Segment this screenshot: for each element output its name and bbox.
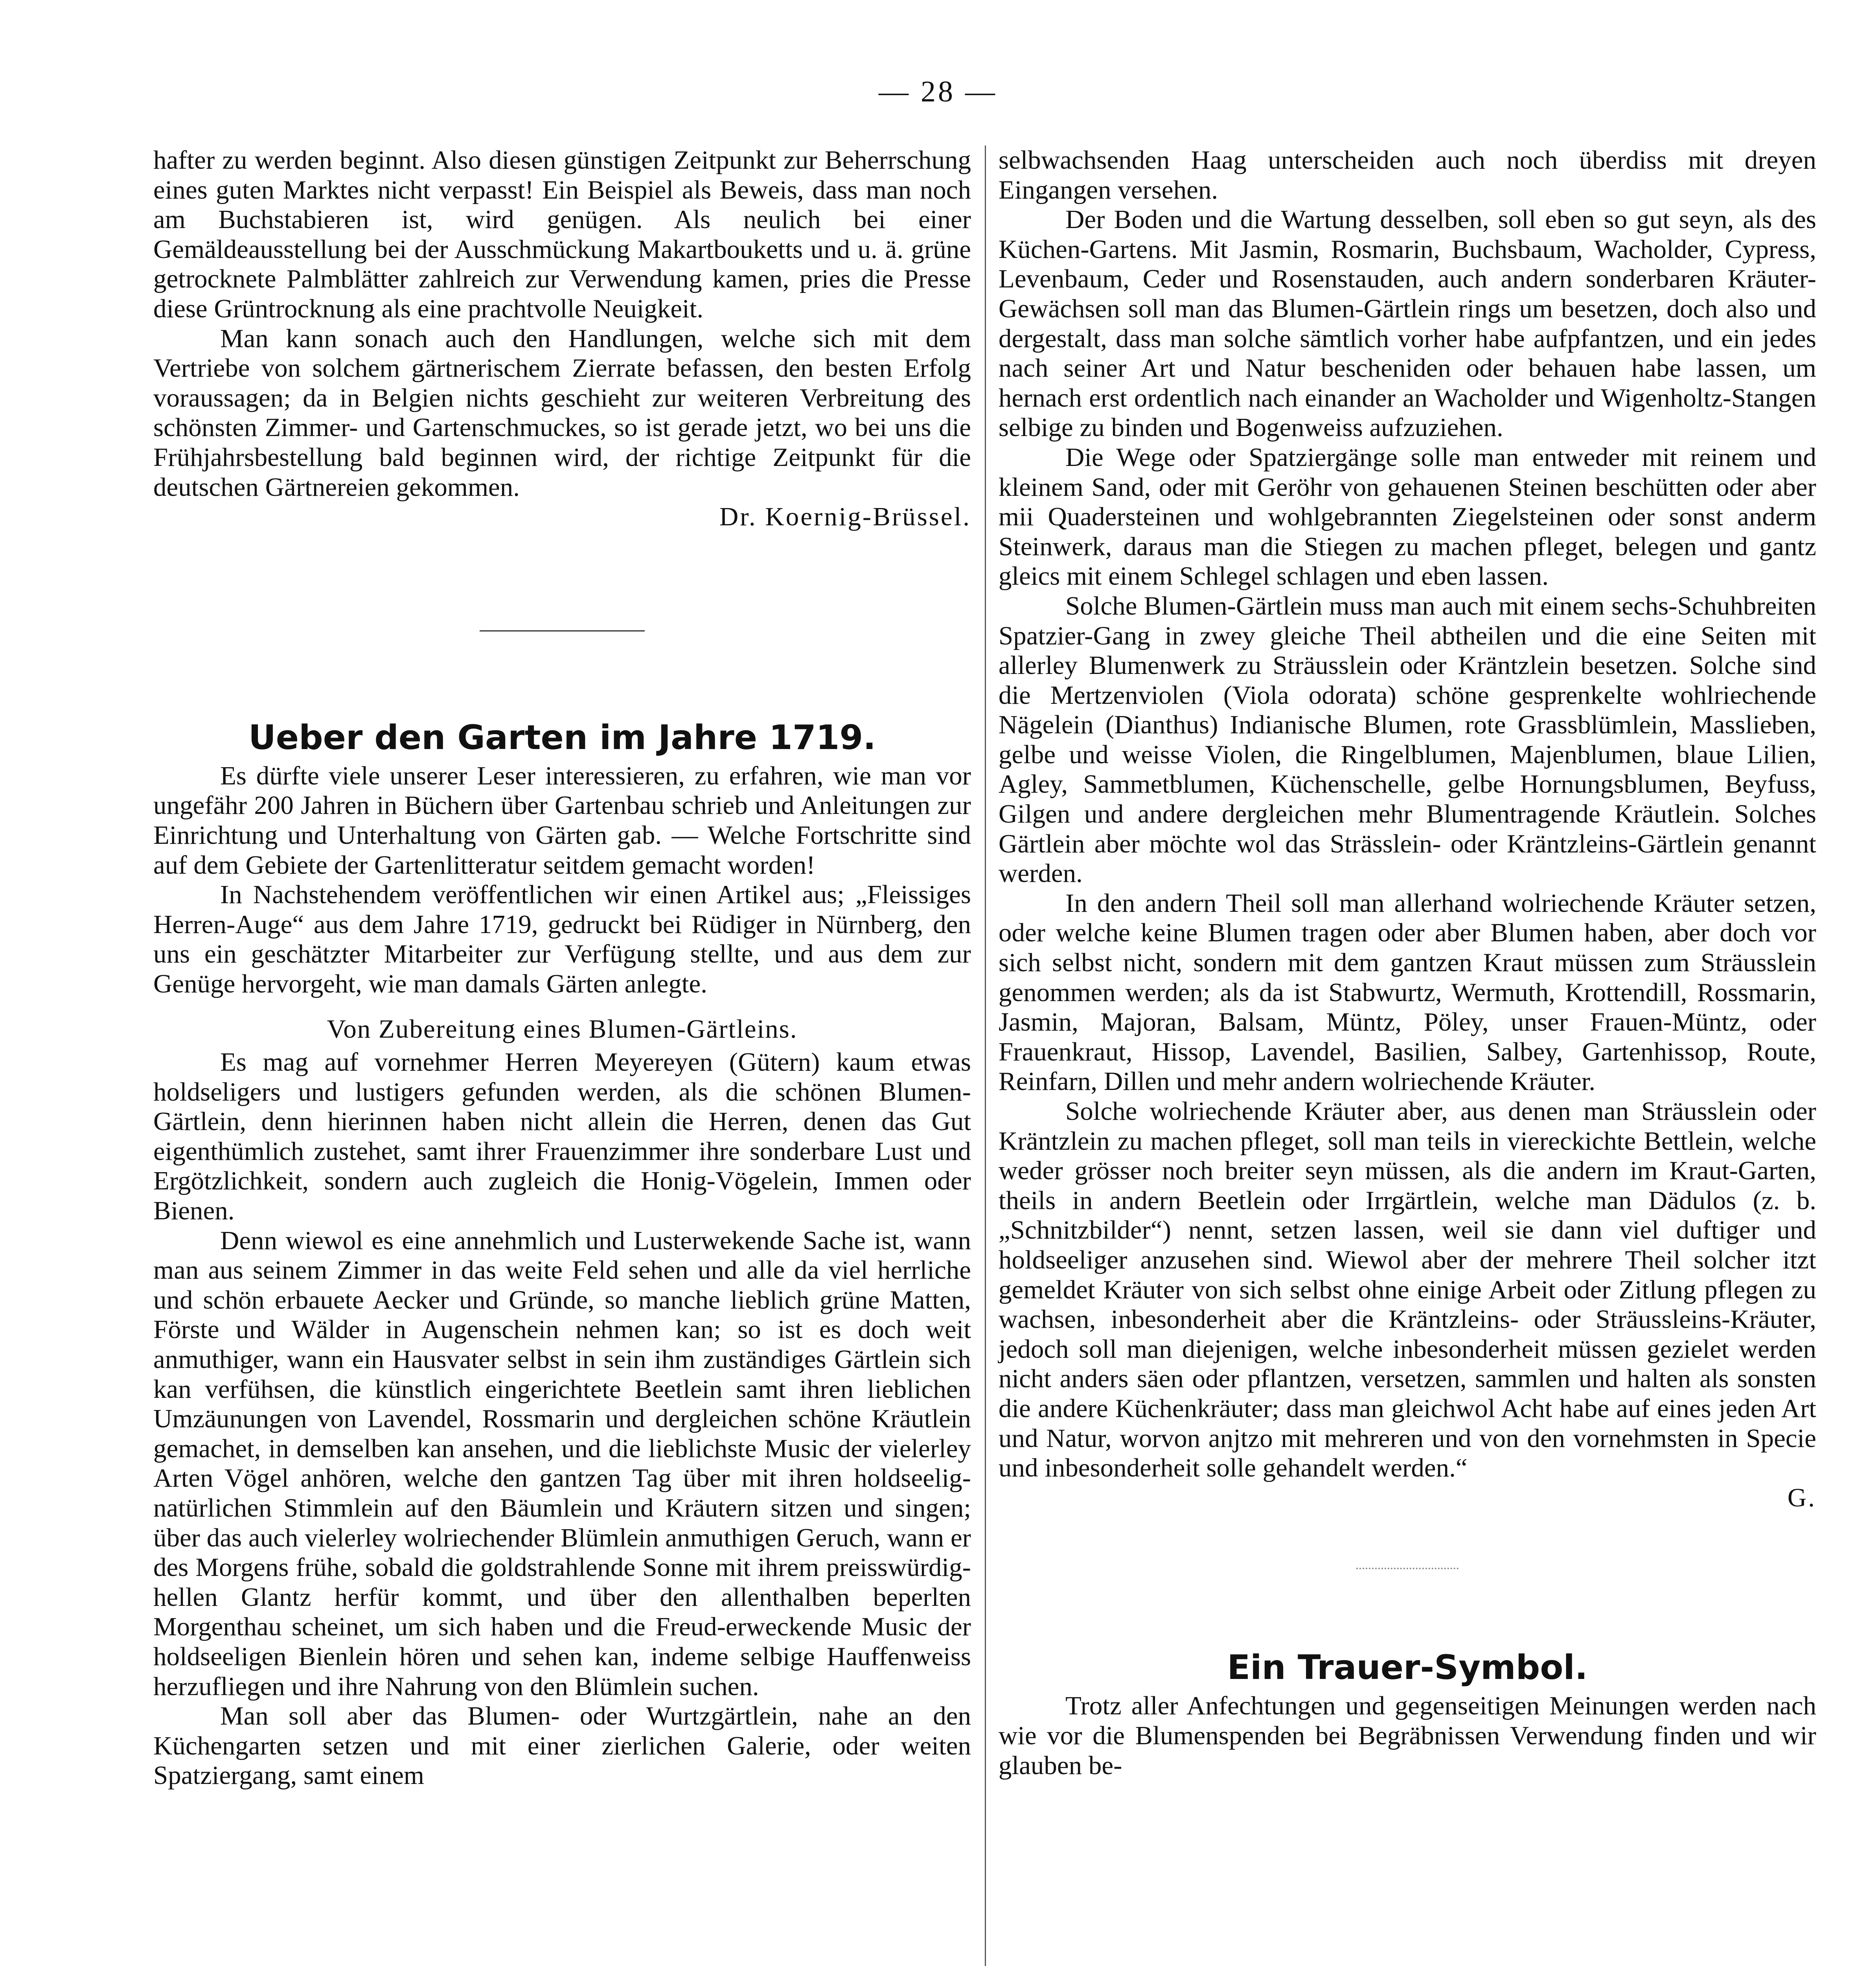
page-number: — 28 — bbox=[879, 75, 997, 108]
right-column bbox=[999, 145, 1816, 1780]
paragraph: Denn wiewol es eine annehmlich und Lusterwekende Sache ist, wann man aus seinem Zimmer in das weite Feld sehen und alle da viel herrliche und schön erbauete Aecker und Gründe, so manche lieblich grüne Matten, Förste und Wälder in Augenschein nehmen kan; so ist es doch weit anmuthiger, wann ein Hausvater selbst in sein ihm zuständiges Gärtlein sich kan verfühsen, die künstlich eingerichtete Beetlein samt ihren lieblichen Umzäunungen von Lavendel, Rossmarin und dergleichen schöne Kräutlein gemachet, in demselben kan ansehen, und die lieblichste Music der vielerley Arten Vögel anhören, welche den gantzen Tag über mit ihren holdseelig-natürlichen Stimmlein auf den Bäumlein und Kräutern sitzen und singen; über das auch vielerley wolriechender Blümlein anmuthigen Geruch, wann er des Morgens frühe, sobald die goldstrahlende Sonne mit ihrem preisswürdig-hellen Glantz herfür kommt, und über den allenthalben beperlten Morgenthau scheinet, um sich haben und die Freud-erweckende Music der holdseeligen Bienlein hören und sehen kan, indeme selbige Hauffenweiss herzufliegen und ihre Nahrung von den Blümlein suchen. bbox=[153, 1226, 971, 1701]
paragraph: Solche Blumen-Gärtlein muss man auch mit einem sechs-Schuhbreiten Spatzier-Gang in zwey gleiche Theil abtheilen und die eine Seiten mit allerley Blumenwerk zu Sträusslein oder Kräntzlein besetzen. Solche sind die Mertzenviolen (Viola odorata) schöne gesprenkelte wohlriechende Nägelein (Dianthus) Indianische Blumen, rote Grassblümlein, Masslieben, gelbe und weisse Violen, die Ringelblumen, Majenblumen, blaue Lilien, Agley, Sammetblumen, Küchenschelle, gelbe Hornungsblumen, Beyfuss, Gilgen und andere dergleichen mehr Blumentragende Kräutlein. Solches Gärtlein aber möchte wol das Strässlein- oder Kräntzleins-Gärtlein genannt werden. bbox=[999, 591, 1816, 888]
article-title: Ueber den Garten im Jahre 1719. bbox=[248, 718, 876, 757]
paragraph: Solche wolriechende Kräuter aber, aus denen man Sträusslein oder Kräntzlein zu machen pfleget, soll man teils in viereckichte Bettlein, welche weder grösser noch breiter seyn müssen, als die andern im Kraut-Garten, theils in andern Beetlein oder Irrgärtlein, welche man Dädulos (z. b. „Schnitzbilder“) nennt, setzen lassen, weil sie dann viel duftiger und holdseeliger anzusehen sind. Wiewol aber der mehrere Theil solcher itzt gemeldet Kräuter von sich selbst ohne einige Arbeit oder Zitlung pflegen zu wachsen, inbesonderheit aber die Kräntzleins- oder Sträussleins-Kräuter, jedoch soll man diejenigen, welche inbesonderheit müssen gezielet werden nicht anders säen oder pflantzen, versetzen, sammlen und halten als sonsten die andere Küchenkräuter; dass man gleichwol Acht habe auf eines jeden Art und Natur, worvon anjtzo mit mehreren und von den vornehmsten in Specie und inbesonderheit solle gehandelt werden.“ bbox=[999, 1097, 1816, 1483]
column-divider bbox=[985, 145, 986, 1966]
article-title: Ein Trauer-Symbol. bbox=[1227, 1648, 1588, 1688]
author-signature: G. bbox=[1787, 1483, 1816, 1512]
paragraph: hafter zu werden beginnt. Also diesen günstigen Zeitpunkt zur Beherrschung eines guten Marktes nicht verpasst! Ein Beispiel als Beweis, dass man noch am Buchstabieren ist, wird genügen. Als neulich bei einer Gemäldeausstellung bei der Ausschmückung Makartbouketts und u. ä. grüne getrocknete Palmblätter zahlreich zur Verwendung kamen, pries die Presse diese Grüntrocknung als eine prachtvolle Neuigkeit. bbox=[153, 145, 971, 323]
paragraph: Es dürfte viele unserer Leser interessieren, zu erfahren, wie man vor ungefähr 200 Jahren in Büchern über Gartenbau schrieb und Anleitungen zur Einrichtung und Unterhaltung von Gärten gab. — Welche Fortschritte sind auf dem Gebiete der Gartenlitteratur seitdem gemacht worden! bbox=[153, 761, 971, 880]
left-column bbox=[153, 145, 971, 1791]
paragraph: In den andern Theil soll man allerhand wolriechende Kräuter setzen, oder welche keine Blumen tragen oder aber Blumen haben, aber doch vor sich selbst nicht, sondern mit dem gantzen Kraut müssen zum Sträusslein genommen werden; als da ist Stabwurtz, Wermuth, Krottendill, Rossmarin, Jasmin, Majoran, Balsam, Müntz, Pöley, unser Frauen-Müntz, oder Frauenkraut, Hissop, Lavendel, Basilien, Salbey, Gartenhissop, Route, Reinfarn, Dillen und mehr andern wolriechende Kräuter. bbox=[999, 888, 1816, 1096]
section-subheading: Von Zubereitung eines Blumen-Gärtleins. bbox=[327, 1014, 798, 1044]
paragraph: Man kann sonach auch den Handlungen, welche sich mit dem Vertriebe von solchem gärtnerischem Zierrate befassen, den besten Erfolg voraussagen; da in Belgien nichts geschieht zur weiteren Verbreitung des schönsten Zimmer- und Gartenschmuckes, so ist gerade jetzt, wo bei uns die Frühjahrsbestellung bald beginnen wird, der richtige Zeitpunkt für die deutschen Gärtnereien gekommen. bbox=[153, 324, 971, 502]
paragraph: selbwachsenden Haag unterscheiden auch noch überdiss mit dreyen Eingangen versehen. bbox=[999, 145, 1816, 204]
author-signature: Dr. Koernig-Brüssel. bbox=[719, 502, 971, 532]
paragraph: Trotz aller Anfechtungen und gegenseitigen Meinungen werden nach wie vor die Blumenspenden bei Begräbnissen Verwendung finden und wir glauben be- bbox=[999, 1691, 1816, 1780]
section-divider bbox=[480, 630, 645, 631]
paragraph: Es mag auf vornehmer Herren Meyereyen (Gütern) kaum etwas holdseligers und lustigers gefunden werden, als die schönen Blumen-Gärtlein, denn hierinnen haben nicht allein die Herren, denen das Gut eigenthümlich zustehet, samt ihrer Frauenzimmer ihre sonderbare Lust und Ergötzlichkeit, sondern auch zugleich die Honig-Vögelein, Immen oder Bienen. bbox=[153, 1047, 971, 1226]
paragraph: Der Boden und die Wartung desselben, soll eben so gut seyn, als des Küchen-Gartens. Mit Jasmin, Rosmarin, Buchsbaum, Wacholder, Cypress, Levenbaum, Ceder und Rosenstauden, auch andern sonderbaren Kräuter-Gewächsen soll man das Blumen-Gärtlein rings um besetzen, doch also und dergestalt, dass man solche sämtlich vorher habe aufpfantzen, und ein jedes nach seiner Art und Natur bescheniden oder behauen habe lassen, um hernach erst ordentlich nach einander an Wacholder und Wigenholtz-Stangen selbige zu binden und Bogenweiss aufzuziehen. bbox=[999, 205, 1816, 442]
paragraph: Die Wege oder Spatziergänge solle man entweder mit reinem und kleinem Sand, oder mit Geröhr von gehauenen Steinen beschütten oder aber mii Quadersteinen und wohlgebrannten Ziegelsteinen oder sonst anderm Steinwerk, daraus man die Stiegen zu machen pfleget, belegen und gantz gleics mit einem Schlegel schlagen und eben lassen. bbox=[999, 442, 1816, 591]
section-divider bbox=[1356, 1568, 1458, 1569]
paragraph: Man soll aber das Blumen- oder Wurtzgärtlein, nahe an den Küchengarten setzen und mit einer zierlichen Galerie, oder weiten Spatziergang, samt einem bbox=[153, 1701, 971, 1790]
paragraph: In Nachstehendem veröffentlichen wir einen Artikel aus; „Fleissiges Herren-Auge“ aus dem Jahre 1719, gedruckt bei Rüdiger in Nürnberg, den uns ein geschätzter Mitarbeiter zur Verfügung stellte, und aus dem zur Genüge hervorgeht, wie man damals Gärten anlegte. bbox=[153, 880, 971, 998]
